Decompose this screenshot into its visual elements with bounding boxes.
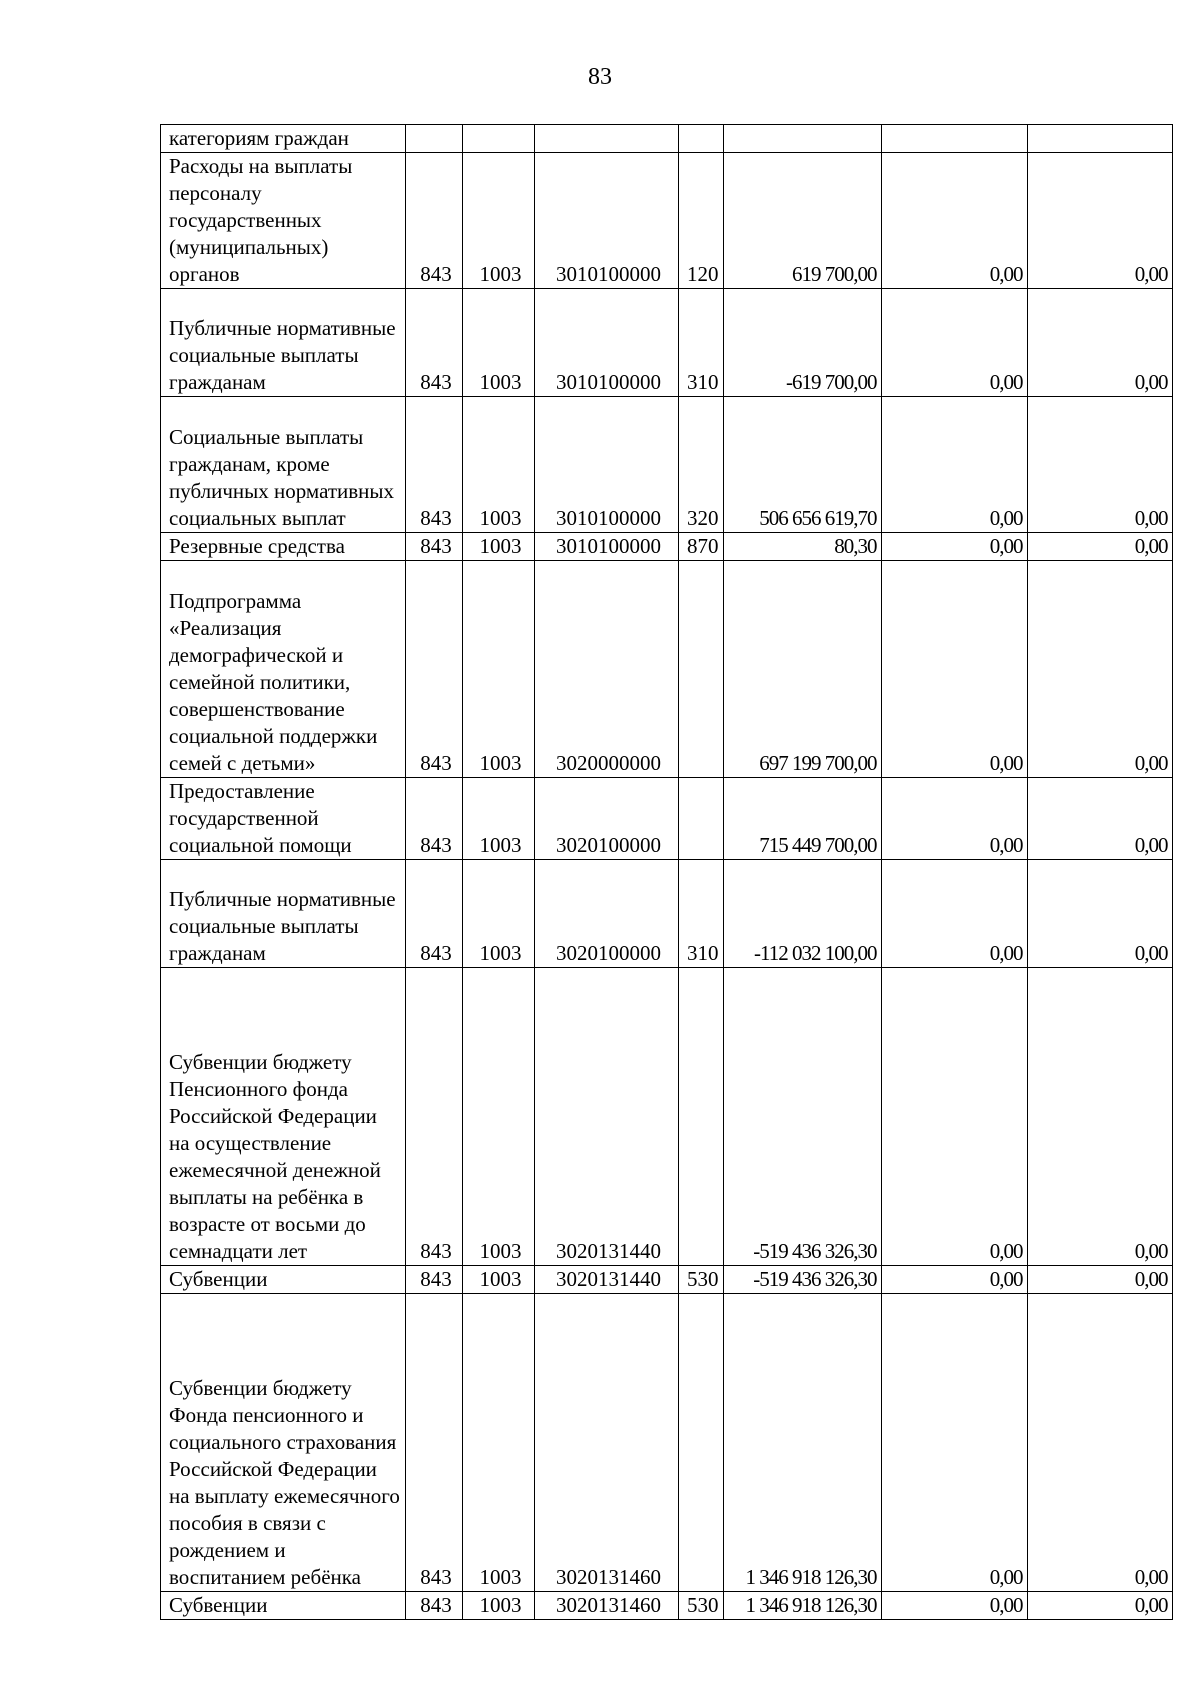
page-number: 83 — [588, 64, 612, 90]
row-name: Публичные нормативные социальные выплаты гражданам — [161, 289, 406, 397]
row-amount-3: 0,00 — [1027, 778, 1172, 860]
row-expense-type: 310 — [679, 860, 724, 968]
row-target-code: 3020000000 — [535, 561, 679, 778]
row-amount: 697 199 700,00 — [723, 561, 881, 778]
row-section-code: 1003 — [463, 289, 535, 397]
row-expense-type: 530 — [679, 1266, 724, 1294]
row-ved-code: 843 — [406, 289, 463, 397]
table-row — [161, 1592, 1173, 1620]
row-expense-type: 120 — [679, 153, 724, 289]
row-section-code: 1003 — [463, 561, 535, 778]
row-target-code: 3020131440 — [535, 1266, 679, 1294]
row-expense-type — [679, 561, 724, 778]
row-amount-2: 0,00 — [881, 397, 1027, 533]
row-ved-code: 843 — [406, 1592, 463, 1620]
row-expense-type — [679, 125, 724, 153]
row-amount-2 — [881, 125, 1027, 153]
row-name: Субвенции — [161, 1592, 406, 1620]
row-target-code: 3010100000 — [535, 289, 679, 397]
table-row — [161, 289, 1173, 397]
row-amount-3: 0,00 — [1027, 968, 1172, 1266]
row-amount: 715 449 700,00 — [723, 778, 881, 860]
row-name: Субвенции — [161, 1266, 406, 1294]
table-row — [161, 778, 1173, 860]
row-amount-2: 0,00 — [881, 153, 1027, 289]
table-row — [161, 561, 1173, 778]
row-expense-type — [679, 1294, 724, 1592]
row-amount: -519 436 326,30 — [723, 1266, 881, 1294]
row-amount-3: 0,00 — [1027, 561, 1172, 778]
row-ved-code: 843 — [406, 561, 463, 778]
row-target-code: 3010100000 — [535, 533, 679, 561]
row-ved-code: 843 — [406, 153, 463, 289]
row-amount-2: 0,00 — [881, 778, 1027, 860]
row-amount-2: 0,00 — [881, 289, 1027, 397]
budget-table — [160, 124, 1173, 1620]
row-amount-2: 0,00 — [881, 1294, 1027, 1592]
row-amount-3 — [1027, 125, 1172, 153]
row-amount: -619 700,00 — [723, 289, 881, 397]
row-section-code: 1003 — [463, 397, 535, 533]
table-row — [161, 153, 1173, 289]
table-row — [161, 860, 1173, 968]
row-amount-3: 0,00 — [1027, 1266, 1172, 1294]
row-amount: -519 436 326,30 — [723, 968, 881, 1266]
row-ved-code: 843 — [406, 397, 463, 533]
row-amount-2: 0,00 — [881, 561, 1027, 778]
table-row — [161, 397, 1173, 533]
row-name: категориям граждан — [161, 125, 406, 153]
row-amount-2: 0,00 — [881, 860, 1027, 968]
row-amount-3: 0,00 — [1027, 289, 1172, 397]
row-expense-type — [679, 778, 724, 860]
row-amount-3: 0,00 — [1027, 533, 1172, 561]
row-expense-type: 310 — [679, 289, 724, 397]
row-target-code: 3020100000 — [535, 778, 679, 860]
row-ved-code — [406, 125, 463, 153]
row-target-code — [535, 125, 679, 153]
row-name: Подпрограмма «Реализация демографической и семейной политики, совершенствование социальной поддержки семей с детьми» — [161, 561, 406, 778]
row-ved-code: 843 — [406, 1294, 463, 1592]
row-section-code: 1003 — [463, 860, 535, 968]
row-section-code: 1003 — [463, 153, 535, 289]
row-amount-3: 0,00 — [1027, 1294, 1172, 1592]
row-amount-3: 0,00 — [1027, 1592, 1172, 1620]
row-ved-code: 843 — [406, 778, 463, 860]
row-name: Субвенции бюджету Пенсионного фонда Российской Федерации на осуществление ежемесячной денежной выплаты на ребёнка в возрасте от восьми до семнадцати лет — [161, 968, 406, 1266]
table-row — [161, 533, 1173, 561]
row-amount-2: 0,00 — [881, 533, 1027, 561]
row-ved-code: 843 — [406, 968, 463, 1266]
row-section-code — [463, 125, 535, 153]
row-amount: 1 346 918 126,30 — [723, 1592, 881, 1620]
table-row — [161, 125, 1173, 153]
row-target-code: 3020100000 — [535, 860, 679, 968]
row-target-code: 3010100000 — [535, 397, 679, 533]
row-expense-type: 320 — [679, 397, 724, 533]
row-section-code: 1003 — [463, 778, 535, 860]
row-name: Публичные нормативные социальные выплаты гражданам — [161, 860, 406, 968]
row-amount — [723, 125, 881, 153]
row-ved-code: 843 — [406, 1266, 463, 1294]
row-name: Предоставление государственной социальной помощи — [161, 778, 406, 860]
row-name: Резервные средства — [161, 533, 406, 561]
row-amount-2: 0,00 — [881, 1592, 1027, 1620]
table-row — [161, 1266, 1173, 1294]
row-section-code: 1003 — [463, 1294, 535, 1592]
row-amount: 80,30 — [723, 533, 881, 561]
row-expense-type: 530 — [679, 1592, 724, 1620]
row-section-code: 1003 — [463, 533, 535, 561]
row-amount-2: 0,00 — [881, 968, 1027, 1266]
row-target-code: 3020131460 — [535, 1592, 679, 1620]
row-target-code: 3020131460 — [535, 1294, 679, 1592]
row-amount-3: 0,00 — [1027, 397, 1172, 533]
row-target-code: 3020131440 — [535, 968, 679, 1266]
row-section-code: 1003 — [463, 1266, 535, 1294]
row-amount: 619 700,00 — [723, 153, 881, 289]
row-name: Субвенции бюджету Фонда пенсионного и социального страхования Российской Федерации на выплату ежемесячного пособия в связи с рождением и воспитанием ребёнка — [161, 1294, 406, 1592]
row-section-code: 1003 — [463, 1592, 535, 1620]
row-ved-code: 843 — [406, 860, 463, 968]
row-amount-2: 0,00 — [881, 1266, 1027, 1294]
row-amount: -112 032 100,00 — [723, 860, 881, 968]
row-amount-3: 0,00 — [1027, 860, 1172, 968]
table-row — [161, 1294, 1173, 1592]
row-ved-code: 843 — [406, 533, 463, 561]
row-name: Расходы на выплаты персоналу государственных (муниципальных) органов — [161, 153, 406, 289]
row-amount: 1 346 918 126,30 — [723, 1294, 881, 1592]
row-amount: 506 656 619,70 — [723, 397, 881, 533]
row-name: Социальные выплаты гражданам, кроме публичных нормативных социальных выплат — [161, 397, 406, 533]
row-expense-type: 870 — [679, 533, 724, 561]
table-row — [161, 968, 1173, 1266]
row-section-code: 1003 — [463, 968, 535, 1266]
row-expense-type — [679, 968, 724, 1266]
row-amount-3: 0,00 — [1027, 153, 1172, 289]
row-target-code: 3010100000 — [535, 153, 679, 289]
